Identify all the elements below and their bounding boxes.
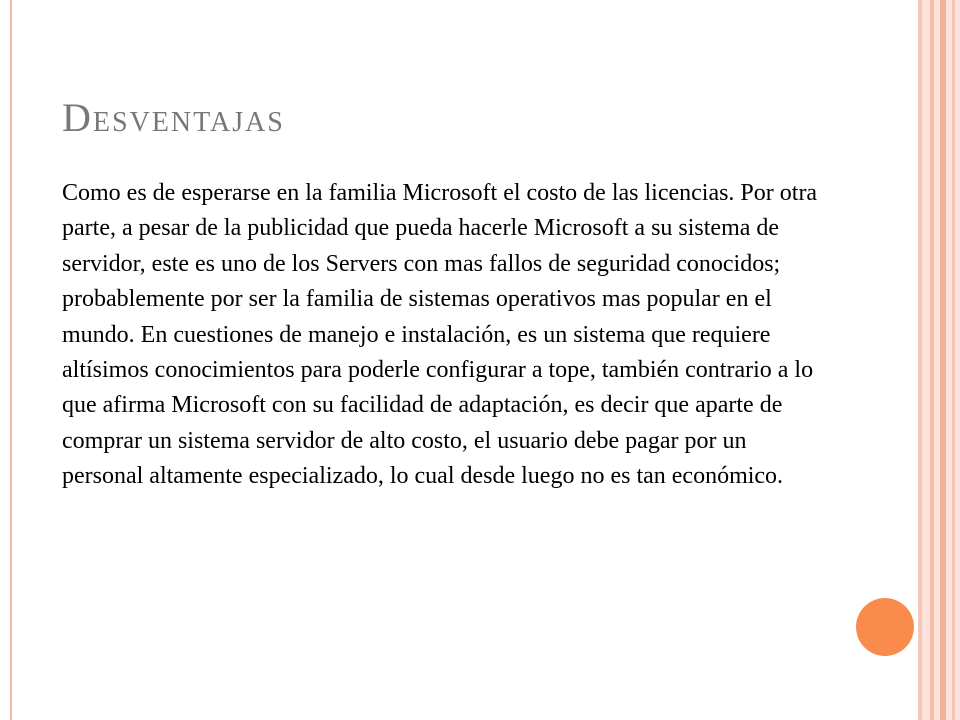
right-stripe: [918, 0, 922, 720]
accent-circle-icon: [856, 598, 914, 656]
left-border-line: [10, 0, 12, 720]
right-stripe: [940, 0, 946, 720]
slide-body-text: Como es de esperarse en la familia Microsoft el costo de las licencias. Por otra parte, a pesar de la publicidad que pueda hacerle Microsoft a su sistema de servidor, este es uno de los Servers con mas fallos de seguridad conocidos; probablemente por ser la familia de sistemas operativos mas popular en el mundo. En cuestiones de manejo e instalación, es un sistema que requiere altísimos conocimientos para poderle configurar a tope, también contrario a lo que afirma Microsoft con su facilidad de adaptación, es decir que aparte de comprar un sistema servidor de alto costo, el usuario debe pagar por un personal altamente especializado, lo cual desde luego no es tan económico.: [62, 180, 818, 490]
right-stripe: [952, 0, 955, 720]
slide-title: Desventajas: [62, 95, 285, 140]
right-stripe: [930, 0, 934, 720]
